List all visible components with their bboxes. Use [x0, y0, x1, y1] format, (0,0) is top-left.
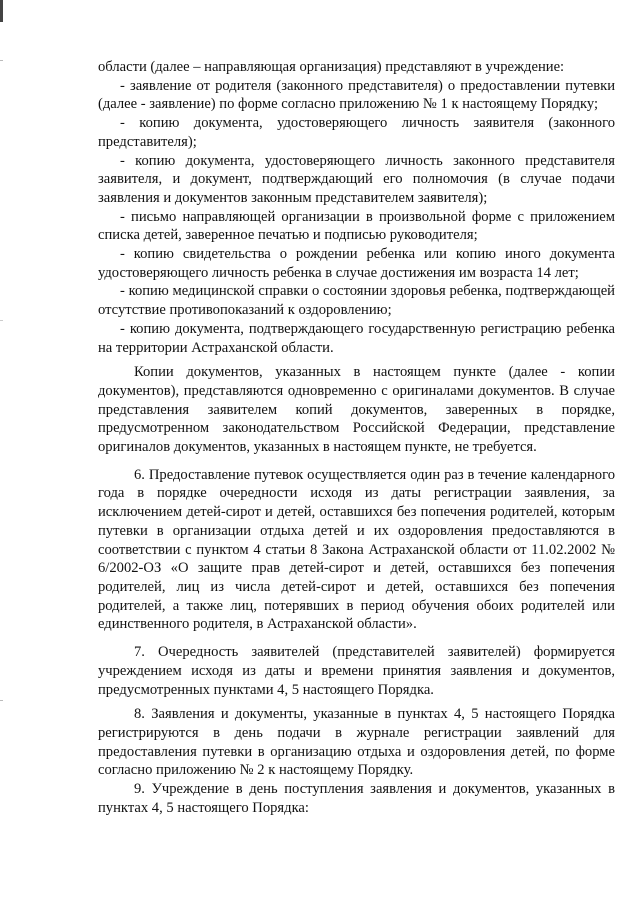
paragraph-item-9: 9. Учреждение в день поступления заявления и документов, указанных в пунктах 4, 5 настоящего Порядка: [98, 781, 615, 816]
list-item-application: - заявление от родителя (законного представителя) о предоставлении путевки (далее - заявление) по форме согласно приложению № 1 к настоящему Порядку; [98, 77, 615, 113]
paragraph-item-7: 7. Очередность заявителей (представителей заявителей) формируется учреждением исходя из даты и времени принятия заявления и документов, предусмотренных пунктами 4, 5 настоящего Порядка. [98, 644, 615, 698]
list-item-applicant-id: - копию документа, удостоверяющего личность заявителя (законного представителя); [98, 115, 615, 150]
scan-edge [0, 0, 3, 905]
list-item-medical-certificate: - копию медицинской справки о состоянии здоровья ребенка, подтверждающей отсутствие противопоказаний к оздоровлению; [98, 283, 615, 319]
list-item-birth-certificate: - копию свидетельства о рождении ребенка или копию иного документа удостоверяющего личность ребенка в случае достижения им возраста 14 лет; [98, 246, 615, 281]
document-page [98, 58, 615, 817]
paragraph-intro: области (далее – направляющая организация) представляют в учреждение: [98, 59, 565, 75]
list-item-representative-id: - копию документа, удостоверяющего личность законного представителя заявителя, и документ, подтверждающий его полномочия (в случае подачи заявления и документов законным представителем заявителя); [98, 152, 615, 206]
paragraph-item-6: 6. Предоставление путевок осуществляется один раз в течение календарного года в порядке очередности исходя из даты регистрации заявления, за исключением детей-сирот и детей, оставшихся без попечения родителей, которым путевки в организации отдыха детей и их оздоровления предоставляются в соответствии с пунктом 4 статьи 8 Закона Астраханской области от 11.02.2002 № 6/2002-ОЗ «О защите прав детей-сирот и детей, оставшихся без попечения родителей, лиц из числа детей-сирот и детей, оставшихся без попечения родителей, а также лиц, потерявших в период обучения обоих родителей или единственного родителя, в Астраханской области». [98, 466, 615, 633]
list-item-organization-letter: - письмо направляющей организации в произвольной форме с приложением списка детей, заверенное печатью и подписью руководителя; [98, 208, 615, 244]
paragraph-item-8: 8. Заявления и документы, указанные в пунктах 4, 5 настоящего Порядка регистрируются в день подачи в журнале регистрации заявлений для предоставления путевки в организацию отдыха и оздоровления детей, по форме согласно приложению № 2 к настоящему Порядку. [98, 706, 615, 779]
list-item-registration: - копию документа, подтверждающего государственную регистрацию ребенка на территории Астраханской области. [98, 320, 615, 356]
paragraph-copies: Копии документов, указанных в настоящем пункте (далее - копии документов), представляются одновременно с оригиналами документов. В случае представления заявителем копий документов, заверенных в порядке, предусмотренном законодательством Российской Федерации, представление оригиналов документов, указанных в настоящем пункте, не требуется. [98, 364, 615, 456]
